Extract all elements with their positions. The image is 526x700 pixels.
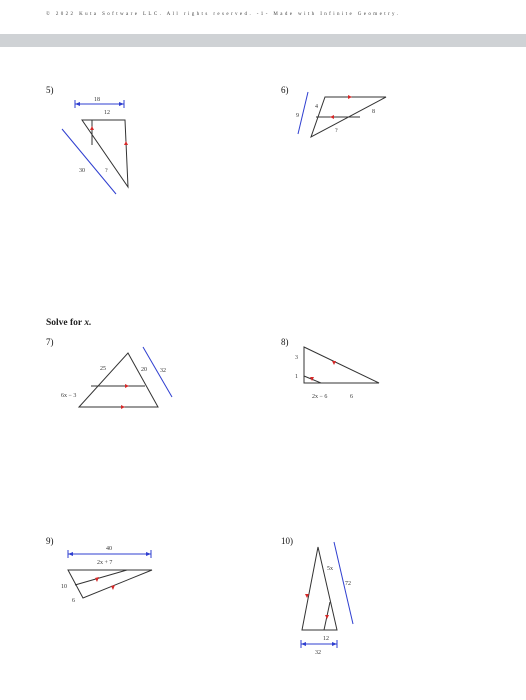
p10-label-5x: 5x — [327, 566, 333, 572]
p6-label-4: 4 — [315, 104, 318, 110]
p7-label-20: 20 — [141, 367, 147, 373]
p10-label-32: 32 — [315, 650, 321, 656]
p5-label-12: 12 — [104, 110, 110, 116]
p9-label-10: 10 — [61, 584, 67, 590]
p8-label-1: 1 — [295, 374, 298, 380]
problem-5-figure — [55, 92, 145, 202]
p10-label-72: 72 — [345, 581, 351, 587]
p9-label-40: 40 — [106, 546, 112, 552]
p9-label-expr: 2x + 7 — [97, 560, 113, 566]
problem-5-number: 5) — [46, 85, 54, 95]
p6-label-8: 8 — [372, 109, 375, 115]
problem-8-figure — [290, 343, 390, 403]
p5-label-30: 30 — [79, 168, 85, 174]
p7-label-expr: 6x − 3 — [61, 393, 77, 399]
problem-7-number: 7) — [46, 337, 54, 347]
divider-bar — [0, 34, 526, 47]
problem-8-number: 8) — [281, 337, 289, 347]
p7-label-25: 25 — [100, 366, 106, 372]
p5-label-18: 18 — [94, 97, 100, 103]
p6-label-unknown: ? — [335, 128, 338, 134]
problem-6-number: 6) — [281, 85, 289, 95]
p8-label-6: 6 — [350, 394, 353, 400]
problem-10-figure — [290, 540, 370, 660]
p6-label-9: 9 — [296, 113, 299, 119]
problem-9-number: 9) — [46, 536, 54, 546]
problem-6-figure — [290, 90, 400, 150]
problem-7-figure — [55, 345, 185, 415]
p10-label-12: 12 — [323, 636, 329, 642]
p8-label-3: 3 — [295, 355, 298, 361]
copyright-footer: © 2022 Kuta Software LLC. All rights reserved. -1- Made with Infinite Geometry. — [46, 12, 401, 17]
p8-label-expr: 2x − 6 — [312, 394, 328, 400]
p9-label-6: 6 — [72, 598, 75, 604]
problem-10-number: 10) — [281, 536, 293, 546]
problem-9-figure — [55, 540, 165, 610]
p7-label-32: 32 — [160, 368, 166, 374]
p5-label-unknown: ? — [105, 168, 108, 174]
section-title: Solve for x. — [46, 318, 92, 328]
